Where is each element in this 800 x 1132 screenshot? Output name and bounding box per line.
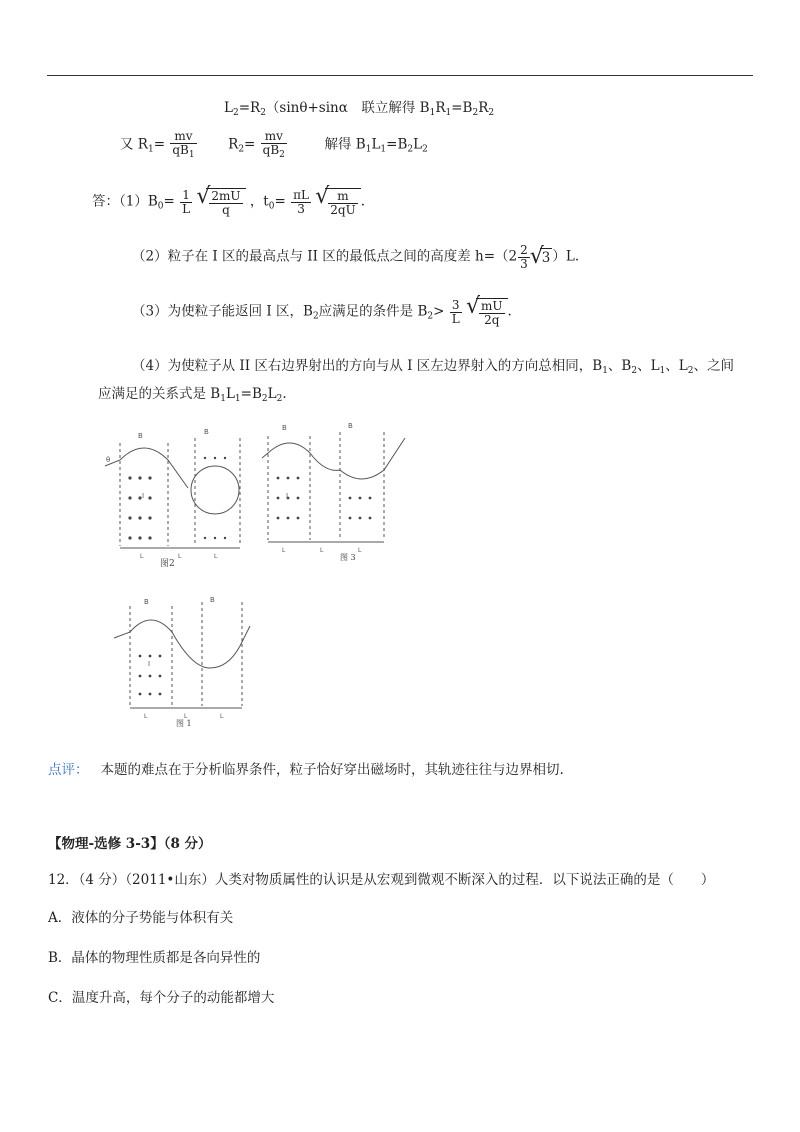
figure-3-caption: 图 3 (340, 553, 356, 562)
equation-line-1: $L_2=R_2(\sin\theta+\sin\alpha$ 联立解得 $B_1R_1=B_2R_2$ (224, 100, 495, 118)
figure-3-diagram (260, 418, 420, 568)
svg-text:I: I (286, 492, 289, 500)
svg-text:θ: θ (106, 456, 111, 464)
svg-text:B: B (210, 596, 215, 604)
svg-text:L: L (358, 547, 362, 554)
svg-text:B: B (144, 598, 149, 606)
svg-text:L: L (184, 713, 188, 720)
comment (48, 758, 564, 778)
answer-4-line-1: （4）为使粒子从 II 区右边界射出的方向与从 I 区左边界射入的方向总相同，$B_1$、$B_2$、$L_1$、$L_2$、之间 (132, 358, 734, 376)
svg-text:L: L (320, 547, 324, 554)
svg-text:L: L (178, 553, 182, 560)
answer-4-line-2: 应满足的关系式是 $B_1L_1=B_2L_2$. (98, 386, 287, 404)
header-rule (47, 75, 753, 76)
option-c: C．温度升高，每个分子的动能都增大 (48, 990, 275, 1006)
svg-text:B: B (138, 432, 143, 440)
figure-2-caption: 图2 (160, 559, 175, 569)
figure-1-caption: 图 1 (176, 719, 192, 728)
section-title: 【物理-选修 3-3】（8 分） (48, 836, 212, 852)
figure-1-diagram (110, 596, 260, 726)
question-stem: 12．（4 分）（2011•山东）人类对物质属性的认识是从宏观到微观不断深入的过程．以下说法正确的是（ ） (48, 872, 715, 888)
fraction-mv-qb2: $\frac{mv}{qB_2}$ (262, 129, 285, 160)
comment-text: 本题的难点在于分析临界条件，粒子恰好穿出磁场时，其轨迹往往与边界相切. (100, 762, 564, 778)
svg-text:B: B (204, 428, 209, 436)
equation-line-2: 又 $R_1=$ $\frac{mv}{qB_1}$ $R_2=$ $\frac{mv}{qB_2}$ 解得 $B_1L_1=B_2L_2$ (120, 129, 428, 160)
comment-label: 点评： (48, 762, 89, 778)
svg-text:L: L (144, 713, 148, 720)
svg-text:I: I (142, 492, 145, 500)
fraction-mv-qb1: $\frac{mv}{qB_1}$ (172, 129, 195, 160)
svg-text:B: B (348, 422, 353, 430)
answer-3: （3）为使粒子能返回 I 区，$B_2$应满足的条件是 $B_2>$ $\frac{3}{L}$ √ $\frac{mU}{2q}$ . (132, 298, 512, 326)
svg-text:L: L (220, 713, 224, 720)
svg-text:L: L (140, 553, 144, 560)
answer-2: （2）粒子在 I 区的最高点与 II 区的最低点之间的高度差 h=（2 $\frac{2}{3}$ √ 3 ）L. (132, 244, 579, 270)
svg-text:I: I (148, 660, 151, 668)
option-b: B．晶体的物理性质都是各向异性的 (48, 950, 261, 966)
figure-2-diagram (100, 418, 250, 568)
svg-text:L: L (214, 553, 218, 560)
option-a: A．液体的分子势能与体积有关 (48, 910, 234, 926)
svg-text:B: B (282, 424, 287, 432)
answer-1: 答：$(1)B_0=$ $\frac{1}{L}$ √ $\frac{2mU}{q}$ ，$t_0=$ $\frac{\pi L}{3}$ √ $\frac{m}{2qU}$ . (92, 188, 365, 216)
svg-text:L: L (282, 547, 286, 554)
